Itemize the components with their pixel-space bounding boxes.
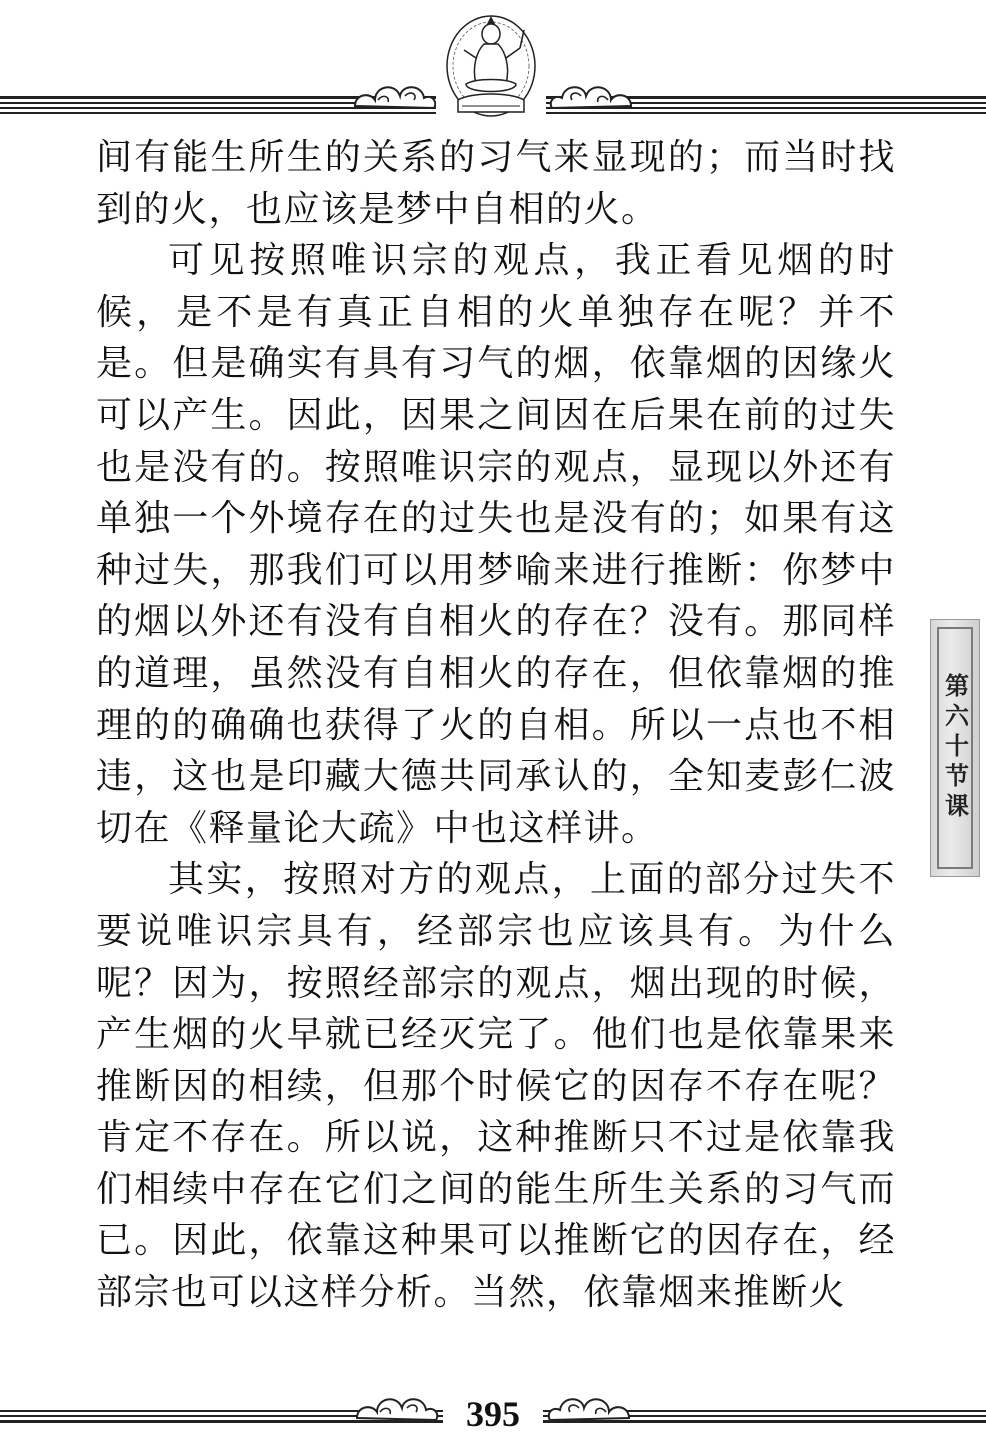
- chapter-side-tab: [930, 619, 980, 877]
- paragraph: 间有能生所生的关系的习气来显现的；而当时找到的火，也应该是梦中自相的火。: [96, 137, 896, 230]
- paragraph: 其实，按照对方的观点，上面的部分过失不要说唯识宗具有，经部宗也应该具有。为什么呢？因为，按照经部宗的观点，烟出现的时候，产生烟的火早就已经灭完了。他们也是依靠果来推断因的相续，但那个时候它的因存不存在呢？肯定不存在。所以说，这种推断只不过是依靠我们相续中存在它们之间的能生所生关系的习气而已。因此，依靠这种果可以推断它的因存在，经部宗也可以这样分析。当然，依靠烟来推断火: [96, 859, 896, 1314]
- page-number: 395: [443, 1392, 543, 1436]
- deity-figure-icon: [436, 8, 546, 120]
- cloud-right-icon: [544, 1388, 634, 1424]
- paragraph: 可见按照唯识宗的观点，我正看见烟的时候，是不是有真正自相的火单独存在呢？并不是。但是确实有具有习气的烟，依靠烟的因缘火可以产生。因此，因果之间因在后果在前的过失也是没有的。按照唯识宗的观点，显现以外还有单独一个外境存在的过失也是没有的；如果有这种过失，那我们可以用梦喻来进行推断：你梦中的烟以外还有没有自相火的存在？没有。那同样的道理，虽然没有自相火的存在，但依靠烟的推理的的确确也获得了火的自相。所以一点也不相违，这也是印藏大德共同承认的，全知麦彭仁波切在《释量论大疏》中也这样讲。: [96, 240, 896, 849]
- cloud-right-icon: [546, 74, 636, 114]
- cloud-left-icon: [352, 1388, 442, 1424]
- page-body: [96, 132, 896, 1319]
- cloud-left-icon: [350, 74, 440, 114]
- chapter-label: 第六十节课: [940, 673, 969, 823]
